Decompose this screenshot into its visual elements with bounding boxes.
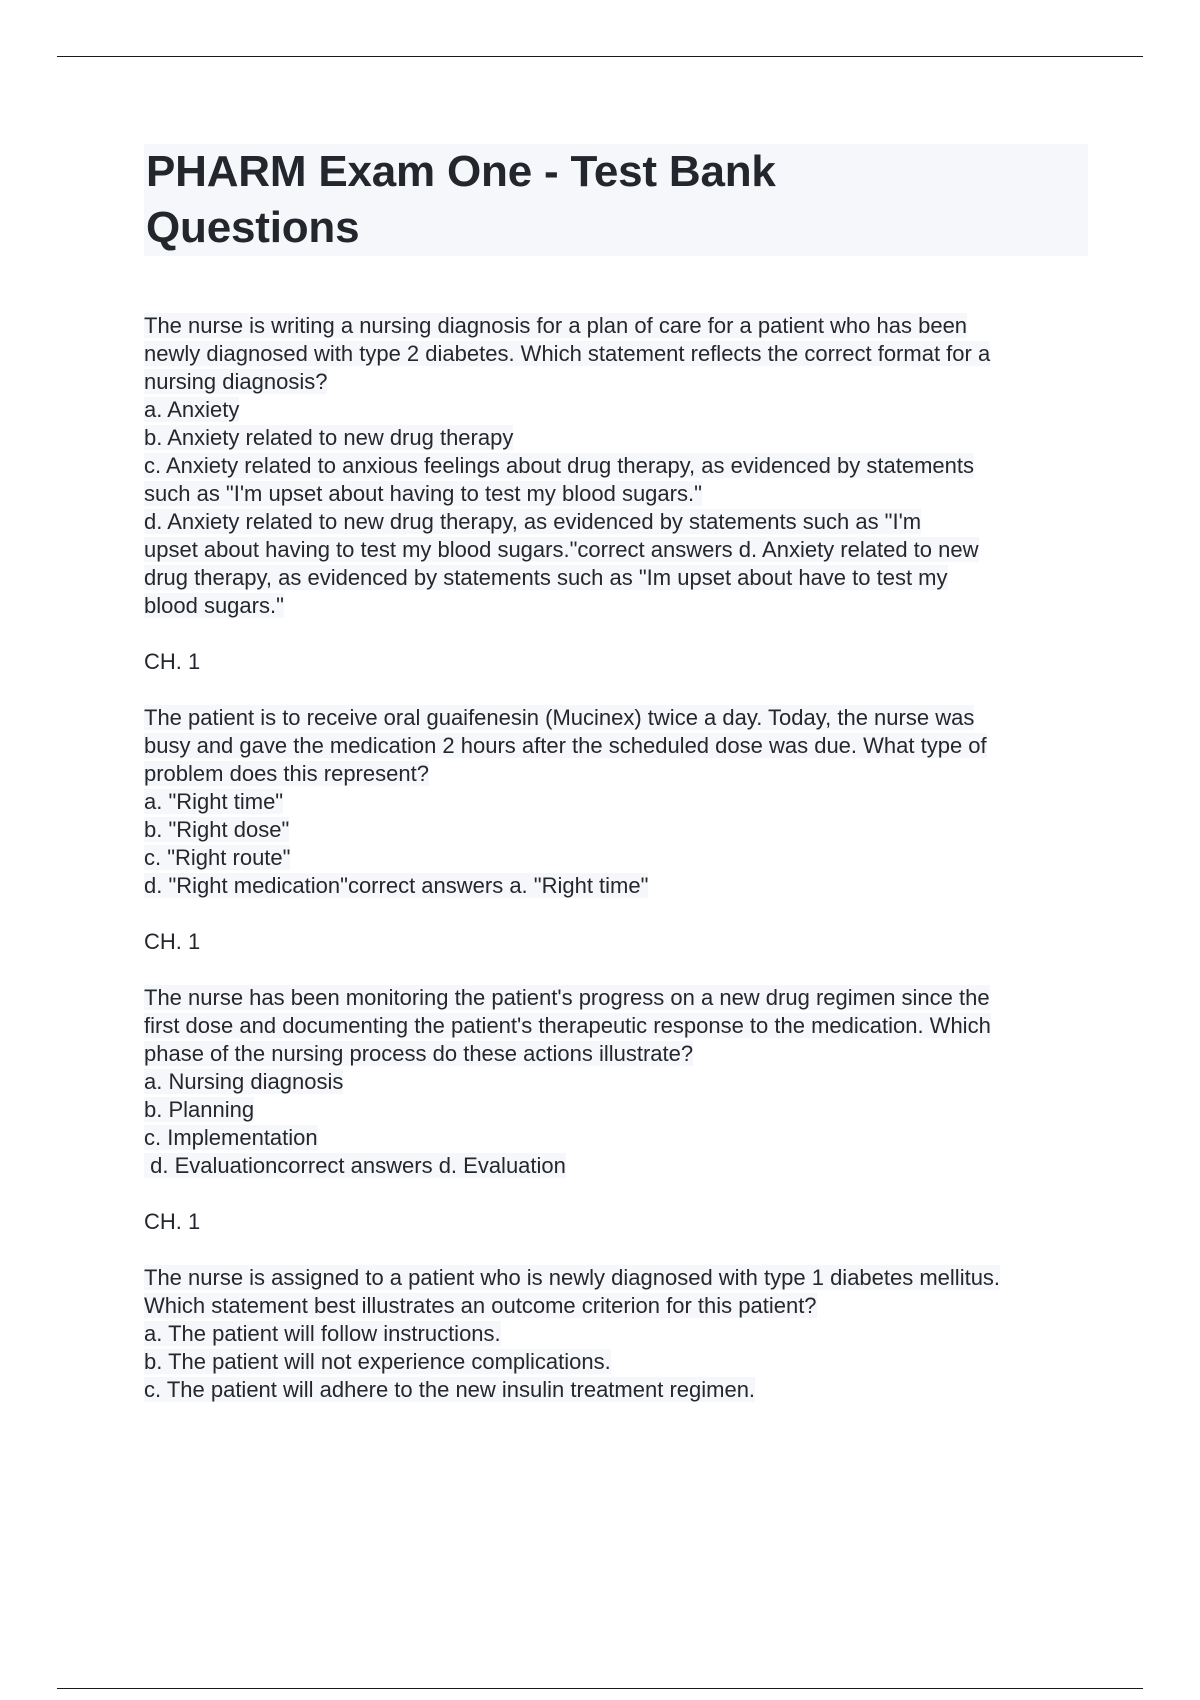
question-line: The nurse has been monitoring the patient's progress on a new drug regimen since the	[144, 985, 990, 1010]
answer-option: a. The patient will follow instructions.	[144, 1321, 501, 1346]
question-line: phase of the nursing process do these actions illustrate?	[144, 1041, 694, 1066]
chapter-label: CH. 1	[144, 1209, 201, 1234]
answer-option: c. "Right route"	[144, 845, 291, 870]
question-line: nursing diagnosis?	[144, 369, 328, 394]
answer-option: b. Planning	[144, 1097, 255, 1122]
page-title-line-1: PHARM Exam One - Test Bank	[146, 147, 776, 196]
question-line: busy and gave the medication 2 hours after the scheduled dose was due. What type of	[144, 733, 987, 758]
question-line: first dose and documenting the patient's therapeutic response to the medication. Which	[144, 1013, 991, 1038]
answer-option: d. "Right medication"correct answers a. "Right time"	[144, 873, 649, 898]
answer-option: c. Implementation	[144, 1125, 318, 1150]
chapter-label: CH. 1	[144, 649, 201, 674]
answer-option: a. "Right time"	[144, 789, 284, 814]
answer-option: c. Anxiety related to anxious feelings about drug therapy, as evidenced by statements	[144, 453, 974, 478]
footer-rule	[57, 1688, 1143, 1689]
answer-option: d. Evaluationcorrect answers d. Evaluation	[144, 1153, 566, 1178]
chapter-label: CH. 1	[144, 929, 201, 954]
question-line: Which statement best illustrates an outcome criterion for this patient?	[144, 1293, 817, 1318]
header-rule	[57, 56, 1143, 57]
question-block	[144, 704, 1094, 900]
answer-option: drug therapy, as evidenced by statements such as "Im upset about have to test my	[144, 565, 948, 590]
answer-option: a. Anxiety	[144, 397, 240, 422]
answer-option: b. The patient will not experience complications.	[144, 1349, 611, 1374]
question-line: newly diagnosed with type 2 diabetes. Which statement reflects the correct format for a	[144, 341, 991, 366]
question-line: The nurse is assigned to a patient who is newly diagnosed with type 1 diabetes mellitus.	[144, 1265, 1001, 1290]
question-block	[144, 984, 1094, 1180]
answer-option: d. Anxiety related to new drug therapy, as evidenced by statements such as "I'm	[144, 509, 922, 534]
question-block	[144, 312, 1094, 620]
question-line: The nurse is writing a nursing diagnosis for a plan of care for a patient who has been	[144, 313, 968, 338]
page-title-line-2: Questions	[146, 203, 360, 252]
document-body	[144, 312, 1094, 1404]
page-title	[144, 144, 1088, 256]
answer-option: a. Nursing diagnosis	[144, 1069, 344, 1094]
answer-option: b. Anxiety related to new drug therapy	[144, 425, 514, 450]
answer-option: c. The patient will adhere to the new insulin treatment regimen.	[144, 1377, 756, 1402]
answer-option: b. "Right dose"	[144, 817, 290, 842]
question-line: problem does this represent?	[144, 761, 429, 786]
answer-option: such as "I'm upset about having to test my blood sugars."	[144, 481, 702, 506]
question-block	[144, 1264, 1094, 1404]
title-block	[144, 144, 1088, 256]
answer-option: blood sugars."	[144, 593, 284, 618]
question-line: The patient is to receive oral guaifenesin (Mucinex) twice a day. Today, the nurse was	[144, 705, 975, 730]
answer-option: upset about having to test my blood sugars."correct answers d. Anxiety related to new	[144, 537, 979, 562]
